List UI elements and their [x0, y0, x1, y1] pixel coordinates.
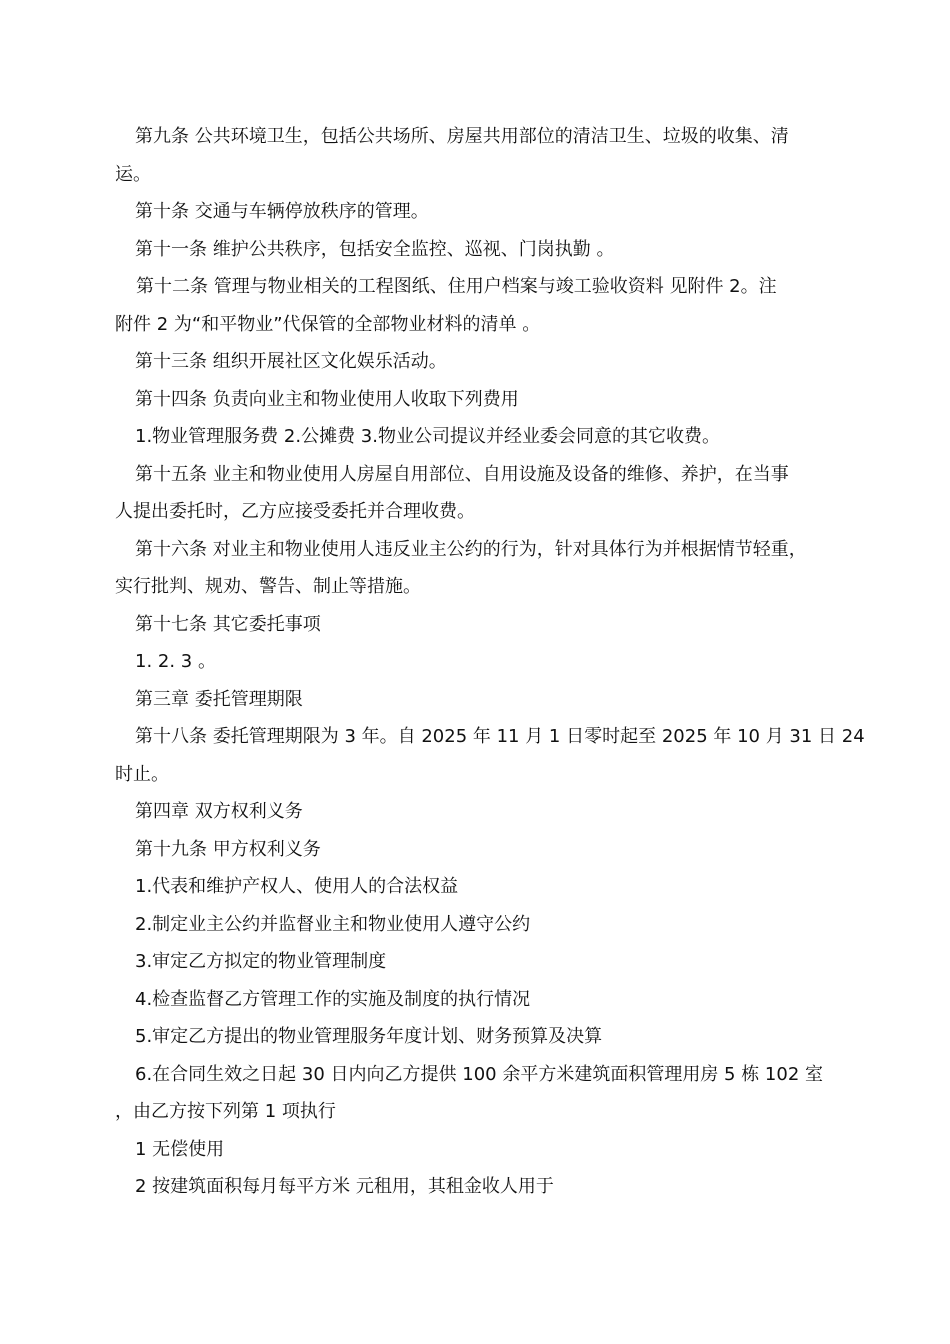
option-2: 2 按建筑面积每月每平方米 元租用，其租金收人用于	[135, 1176, 554, 1197]
article-19-item-1: 1.代表和维护产权人、使用人的合法权益	[135, 876, 459, 897]
article-12-line-2: 附件 2 为“和平物业”代保管的全部物业材料的清单 。	[115, 313, 541, 335]
article-17: 第十七条 其它委托事项	[135, 613, 321, 635]
article-15-line-1: 第十五条 业主和物业使用人房屋自用部位、自用设施及设备的维修、养护，在当事	[135, 463, 789, 485]
article-9-line-2: 运。	[115, 163, 151, 185]
article-19-item-5: 5.审定乙方提出的物业管理服务年度计划、财务预算及决算	[135, 1026, 603, 1047]
chapter-3-heading: 第三章 委托管理期限	[135, 688, 303, 710]
option-1: 1 无偿使用	[135, 1138, 225, 1160]
article-15-line-2: 人提出委托时，乙方应接受委托并合理收费。	[115, 501, 475, 522]
article-12-line-1: 第十二条 管理与物业相关的工程图纸、住用户档案与竣工验收资料 见附件 2。注	[136, 276, 777, 297]
article-19: 第十九条 甲方权利义务	[135, 838, 321, 860]
article-9-line-1: 第九条 公共环境卫生，包括公共场所、房屋共用部位的清洁卫生、垃圾的收集、清	[135, 126, 789, 147]
article-14-fees: 1.物业管理服务费 2.公摊费 3.物业公司提议并经业委会同意的其它收费。	[135, 426, 720, 447]
article-11: 第十一条 维护公共秩序，包括安全监控、巡视、门岗执勤 。	[135, 238, 615, 260]
article-13: 第十三条 组织开展社区文化娱乐活动。	[135, 351, 447, 372]
document-page	[115, 118, 865, 1206]
article-18-line-2: 时止。	[115, 763, 169, 785]
article-10: 第十条 交通与车辆停放秩序的管理。	[135, 201, 429, 222]
article-19-item-6-line-1: 6.在合同生效之日起 30 日内向乙方提供 100 余平方米建筑面积管理用房 5 栋 102 室	[135, 1063, 824, 1085]
article-19-item-2: 2.制定业主公约并监督业主和物业使用人遵守公约	[135, 913, 531, 935]
article-16-line-1: 第十六条 对业主和物业使用人违反业主公约的行为，针对具体行为并根据情节轻重，	[135, 538, 807, 560]
chapter-4-heading: 第四章 双方权利义务	[135, 801, 303, 822]
article-16-line-2: 实行批判、规劝、警告、制止等措施。	[115, 576, 421, 597]
article-14: 第十四条 负责向业主和物业使用人收取下列费用	[135, 388, 519, 410]
article-18-line-1: 第十八条 委托管理期限为 3 年。自 2025 年 11 月 1 日零时起至 2025 年 10 月 31 日 24	[135, 726, 865, 747]
article-19-item-4: 4.检查监督乙方管理工作的实施及制度的执行情况	[135, 988, 531, 1010]
article-17-items: 1. 2. 3 。	[135, 651, 216, 672]
article-19-item-3: 3.审定乙方拟定的物业管理制度	[135, 951, 387, 972]
article-19-item-6-line-2: ，由乙方按下列第 1 项执行	[115, 1101, 336, 1122]
